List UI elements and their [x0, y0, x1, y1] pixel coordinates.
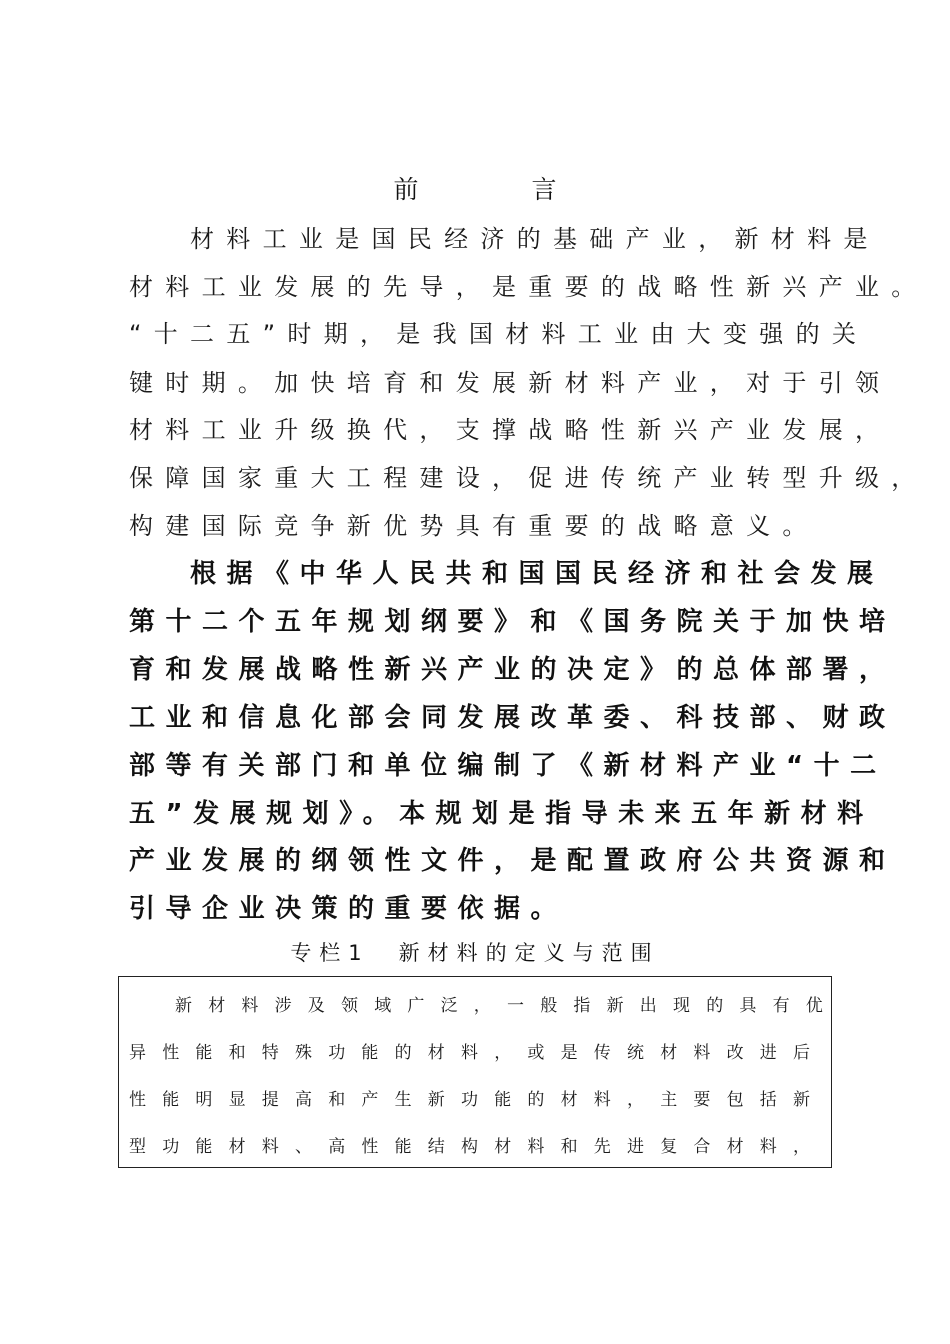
text-line: 材料工业升级换代，支撑战略性新兴产业发展，	[129, 416, 892, 444]
text-line: 引导企业决策的重要依据。	[129, 894, 568, 924]
text-line: 部等有关部门和单位编制了《新材料产业“十二	[129, 751, 887, 781]
definition-box	[118, 976, 839, 1168]
text-line: 育和发展战略性新兴产业的决定》的总体部署，	[129, 655, 896, 685]
text-line: 保障国家重大工程建设，促进传统产业转型升级，	[129, 464, 928, 492]
text-line: “十二五”时期，是我国材料工业由大变强的关	[129, 320, 869, 348]
box-text-line: 异性能和特殊功能的材料，或是传统材料改进后	[129, 1043, 827, 1063]
text-line: 根据《中华人民共和国国民经济和社会发展	[190, 559, 884, 589]
box-caption: 专栏1 新材料的定义与范围	[290, 941, 660, 965]
page-title: 前 言	[393, 175, 601, 204]
text-line: 材料工业发展的先导，是重要的战略性新兴产业。	[129, 273, 928, 301]
text-line: 材料工业是国民经济的基础产业，新材料是	[190, 225, 880, 253]
text-line: 第十二个五年规划纲要》和《国务院关于加快培	[129, 607, 896, 637]
box-text-line: 型功能材料、高性能结构材料和先进复合材料，	[129, 1137, 827, 1157]
text-line: 构建国际竞争新优势具有重要的战略意义。	[129, 512, 819, 540]
text-line: 工业和信息化部会同发展改革委、科技部、财政	[129, 703, 896, 733]
box-text-line: 性能明显提高和产生新功能的材料，主要包括新	[129, 1090, 827, 1110]
text-line: 五”发展规划》。本规划是指导未来五年新材料	[129, 799, 874, 829]
box-text-line: 新材料涉及领域广泛，一般指新出现的具有优	[175, 996, 839, 1016]
text-line: 产业发展的纲领性文件，是配置政府公共资源和	[129, 846, 896, 876]
text-line: 键时期。加快培育和发展新材料产业，对于引领	[129, 369, 892, 397]
